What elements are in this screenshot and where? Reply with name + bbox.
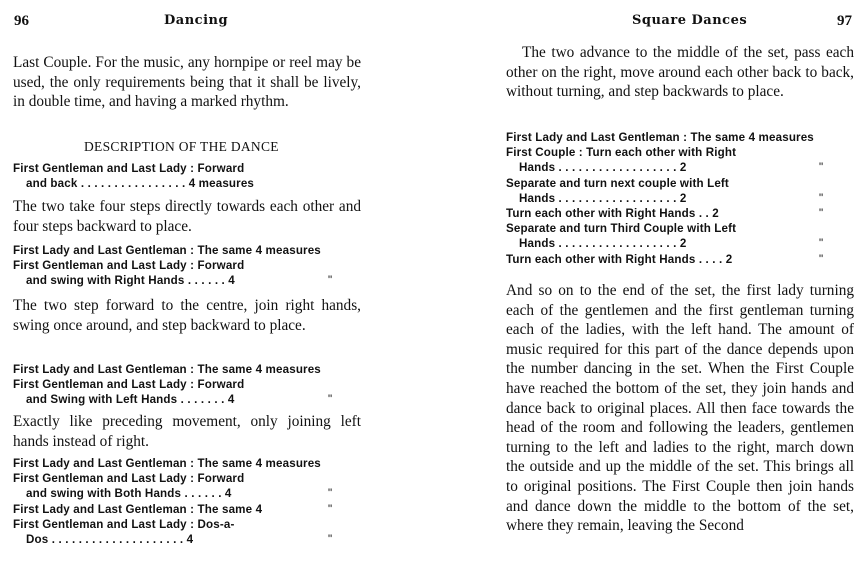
figure-line: First Gentleman and Last Lady : Dos-a-: [13, 517, 235, 531]
section-title: DESCRIPTION OF THE DANCE: [84, 139, 279, 154]
figure-line: Separate and turn next couple with Left: [506, 176, 729, 190]
figure-line: First Gentleman and Last Lady : Forward: [13, 472, 245, 486]
page-number: 96: [14, 13, 29, 29]
figure-line-row: [506, 160, 824, 175]
figure-line-row: [13, 392, 333, 407]
figure-line-row: [506, 191, 824, 206]
figure-line: Separate and turn Third Couple with Left: [506, 222, 737, 236]
paragraph: The two step forward to the centre, join right hands, swing once around, and step backward to place.: [13, 297, 361, 334]
ditto-mark: ": [328, 487, 333, 501]
ditto-mark: ": [328, 502, 333, 516]
ditto-mark: ": [819, 237, 824, 251]
ditto-mark: ": [328, 532, 333, 546]
ditto-mark: ": [819, 252, 824, 266]
figure-line-row: [506, 252, 824, 267]
figure-line: First Lady and Last Gentleman : The same 4 measures: [506, 131, 814, 144]
figure-block-3: [13, 362, 333, 408]
left-page: [0, 0, 432, 564]
ditto-mark: ": [819, 161, 824, 175]
figure-line: Turn each other with Right Hands . . 2: [506, 206, 719, 220]
figure-line: First Lady and Last Gentleman : The same 4 measures: [13, 457, 321, 470]
figure-block-2: [13, 243, 333, 289]
figure-line: Turn each other with Right Hands . . . . 2: [506, 252, 733, 266]
right-page: [432, 0, 865, 564]
figure-block: [506, 130, 824, 267]
figure-block-4: [13, 456, 333, 547]
figure-line: First Lady and Last Gentleman : The same 4: [13, 502, 263, 516]
ditto-mark: ": [819, 206, 824, 220]
page-number: 97: [837, 13, 852, 29]
figure-line: First Gentleman and Last Lady : Forward: [13, 162, 245, 175]
figure-line: Hands . . . . . . . . . . . . . . . . . . 2: [519, 161, 687, 175]
figure-line-row: [13, 502, 333, 517]
ditto-mark: ": [819, 191, 824, 205]
figure-line-row: [13, 532, 333, 547]
intro-paragraph: Last Couple. For the music, any hornpipe or reel may be used, the only requirements being that it shall be lively, in double time, and having a marked rhythm.: [13, 54, 361, 111]
paragraph: The two take four steps directly towards each other and four steps backward to place.: [13, 198, 361, 235]
running-head: Dancing: [164, 13, 229, 28]
figure-line: and back . . . . . . . . . . . . . . . . 4 measures: [26, 177, 255, 191]
figure-line-row: [13, 486, 333, 501]
paragraph: And so on to the end of the set, the first lady turning each of the gentlemen and the first gentleman turning each of the ladies, with the left hand. The amount of music required for this part of the dance depends upon the number dancing in the set. When the First Couple have reached the bottom of the set, they join hands and dance back to original places. All then face towards the head of the room and following the leaders, gentlemen turning to the left and ladies to the right, march down the outside and up the middle of the set. This brings all to original positions. The First Couple then join hands and dance down the middle to the bottom of the set, where they remain, leaving the Second: [506, 282, 854, 535]
paragraph: The two advance to the middle of the set, pass each other on the right, move around each other back to back, without turning, and step backwards to place.: [506, 44, 854, 101]
figure-line-row: [506, 236, 824, 251]
figure-line: First Lady and Last Gentleman : The same 4 measures: [13, 363, 321, 376]
figure-line: First Lady and Last Gentleman : The same 4 measures: [13, 244, 321, 257]
ditto-mark: ": [328, 274, 333, 288]
figure-line-row: [506, 206, 824, 221]
figure-line: First Gentleman and Last Lady : Forward: [13, 378, 245, 392]
figure-line: First Couple : Turn each other with Right: [506, 146, 737, 160]
figure-block-1: [13, 161, 254, 191]
figure-line-row: [13, 273, 333, 288]
running-head: Square Dances: [632, 13, 748, 28]
figure-line: and swing with Right Hands . . . . . . 4: [26, 274, 235, 288]
figure-line: Hands . . . . . . . . . . . . . . . . . . 2: [519, 237, 687, 251]
figure-line: Hands . . . . . . . . . . . . . . . . . . 2: [519, 191, 687, 205]
paragraph: Exactly like preceding movement, only joining left hands instead of right.: [13, 413, 361, 450]
figure-line: First Gentleman and Last Lady : Forward: [13, 259, 245, 273]
figure-line: Dos . . . . . . . . . . . . . . . . . . . . 4: [26, 532, 194, 546]
figure-line: and Swing with Left Hands . . . . . . . 4: [26, 393, 235, 407]
ditto-mark: ": [328, 393, 333, 407]
figure-line: and swing with Both Hands . . . . . . 4: [26, 487, 232, 501]
